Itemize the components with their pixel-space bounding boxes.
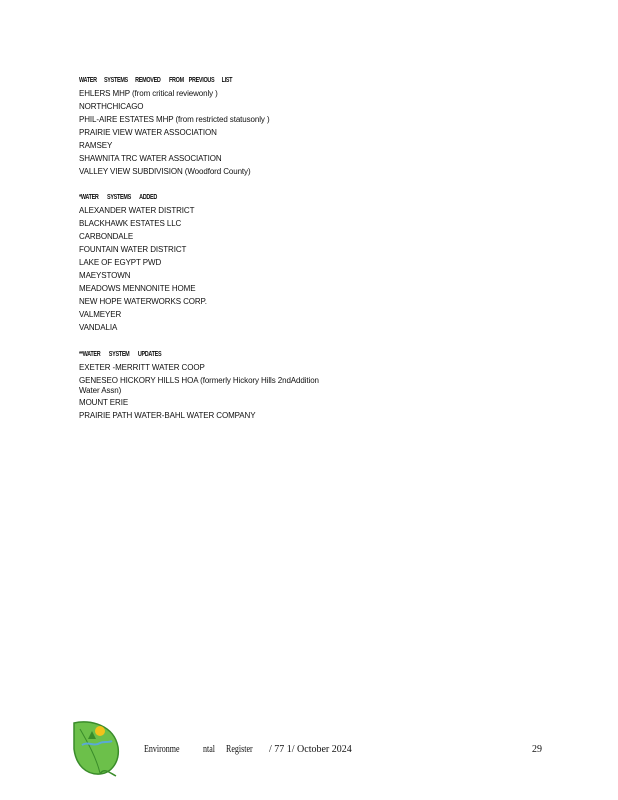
list-item: GENESEO HICKORY HILLS HOA (formerly Hickory Hills 2ndAddition Water Assn): [79, 376, 319, 395]
list-item: VALLEY VIEW SUBDIVISION (Woodford County): [79, 167, 251, 176]
removed-systems-list: [79, 87, 379, 178]
section-heading: *WATER SYSTEMS ADDED: [79, 194, 157, 201]
list-item: BLACKHAWK ESTATES LLC: [79, 219, 182, 228]
list-item: NEW HOPE WATERWORKS CORP.: [79, 297, 207, 306]
list-item: LAKE OF EGYPT PWD: [79, 258, 162, 267]
footer-issue-date: / 77 1/ October 2024: [269, 744, 352, 755]
added-systems-section: [79, 192, 379, 334]
list-item: MEADOWS MENNONITE HOME: [79, 284, 196, 293]
page-footer: [0, 712, 618, 792]
footer-title-part: ntal: [203, 744, 215, 755]
list-item: ALEXANDER WATER DISTRICT: [79, 206, 195, 215]
list-item: SHAWNITA TRC WATER ASSOCIATION: [79, 154, 222, 163]
list-item: FOUNTAIN WATER DISTRICT: [79, 245, 187, 254]
list-item: MOUNT ERIE: [79, 398, 129, 407]
list-item: PHIL-AIRE ESTATES MHP (from restricted statusonly ): [79, 115, 270, 124]
list-item: PRAIRIE PATH WATER-BAHL WATER COMPANY: [79, 411, 256, 420]
page-number: 29: [532, 744, 542, 755]
list-item: NORTHCHICAGO: [79, 102, 144, 111]
updated-systems-section: [79, 349, 379, 422]
list-item: EXETER -MERRITT WATER COOP: [79, 363, 205, 372]
list-item: RAMSEY: [79, 141, 113, 150]
leaf-logo-icon: [70, 717, 122, 777]
footer-title-part: Environme: [144, 744, 180, 755]
section-heading: WATER SYSTEMS REMOVED FROM PREVIOUS LIST: [79, 77, 233, 84]
added-systems-list: [79, 204, 379, 334]
updated-systems-list: [79, 361, 379, 422]
list-item: VANDALIA: [79, 323, 118, 332]
list-item: MAEYSTOWN: [79, 271, 131, 280]
list-item: PRAIRIE VIEW WATER ASSOCIATION: [79, 128, 217, 137]
footer-title-part: Register: [226, 744, 253, 755]
section-heading: **WATER SYSTEM UPDATES: [79, 351, 162, 358]
removed-systems-section: [79, 75, 379, 178]
list-item: CARBONDALE: [79, 232, 134, 241]
list-item: VALMEYER: [79, 310, 122, 319]
list-item: EHLERS MHP (from critical reviewonly ): [79, 89, 218, 98]
